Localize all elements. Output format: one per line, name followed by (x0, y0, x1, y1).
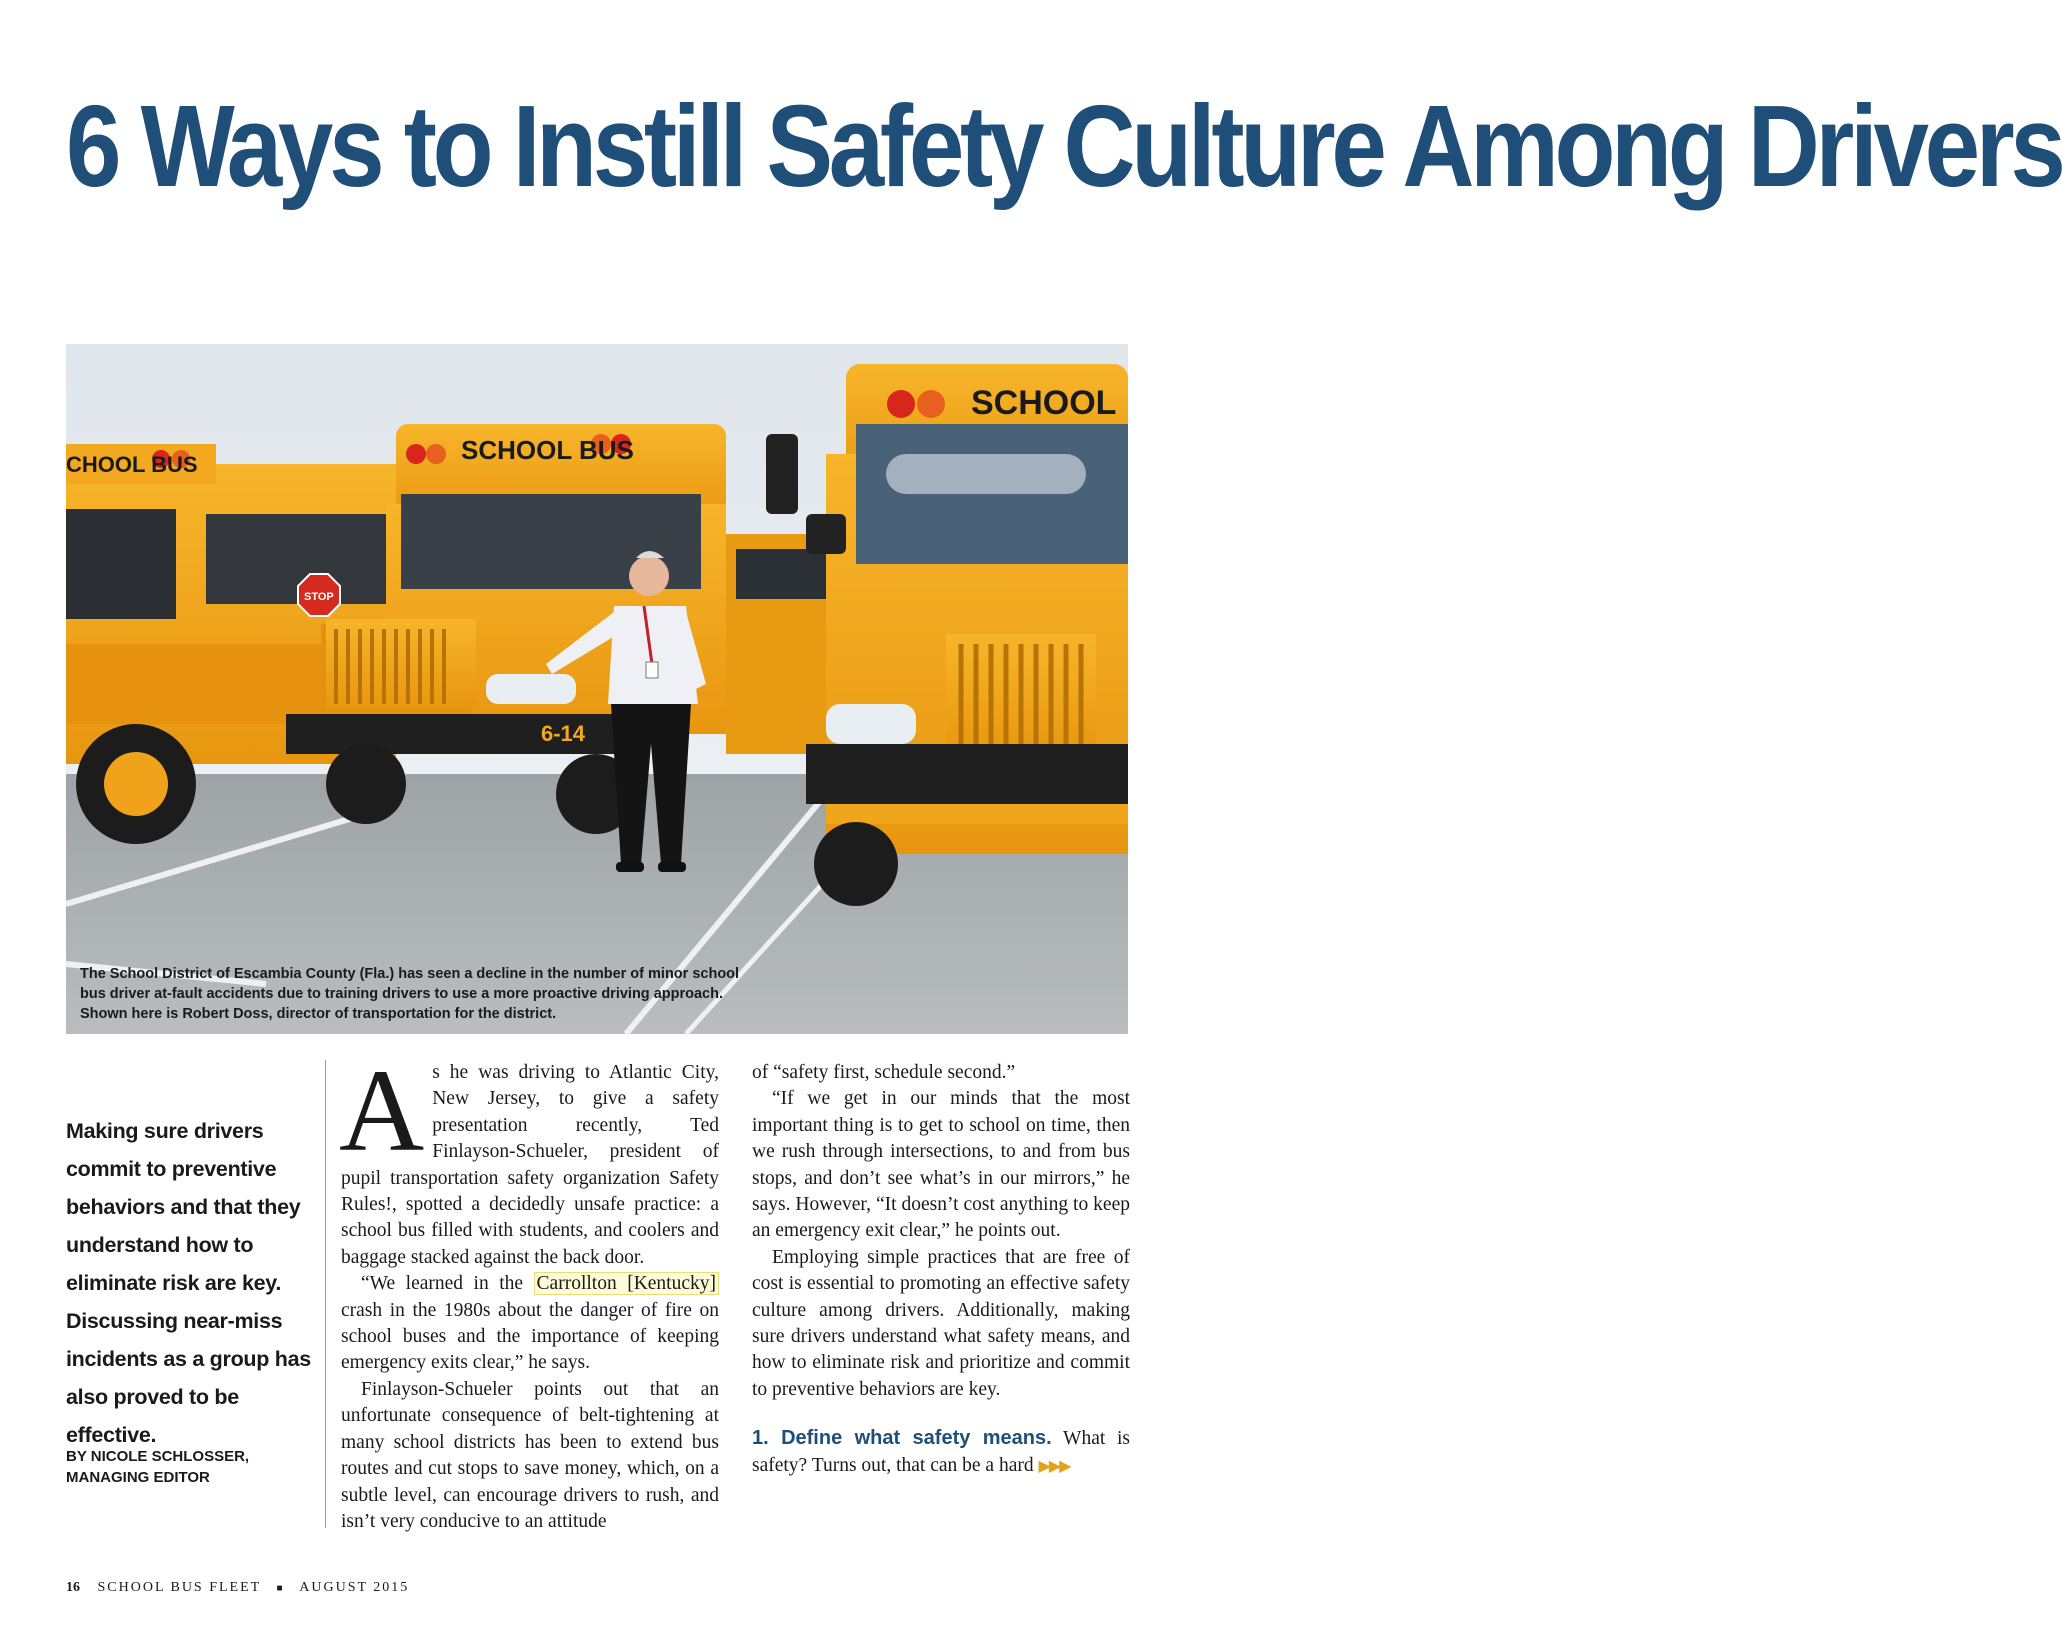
paragraph-carrollton: “We learned in the Carrollton [Kentucky] crash in the 1980s about the danger of fire on school buses and the importance of keeping emergency exits clear,” he says. (341, 1273, 719, 1374)
article-column-middle (339, 1045, 719, 1535)
paragraph-mirrors: “If we get in our minds that the most important thing is to get to school on time, then we rush through intersections, to and from bus stops, and don’t see what’s in our mirrors,” he says. However, “It doesn’t cost anything to keep an emergency exit clear,” he points out. (752, 1088, 1130, 1242)
page-footer (66, 1580, 409, 1596)
article-column-right (752, 1060, 1130, 1480)
paragraph-continuation: of “safety first, schedule second.” (752, 1062, 1016, 1083)
publication-name: SCHOOL BUS FLEET (97, 1580, 261, 1595)
paragraph-define-safety: 1. Define what safety means. What is safety? Turns out, that can be a hard ▶▶▶ (752, 1427, 1130, 1476)
bus-number: 6-14 (541, 721, 586, 746)
school-bus-photo-illustration (66, 344, 1128, 1034)
paragraph-belt-tightening: Finlayson-Schueler points out that an unfortunate consequence of belt-tightening at many school districts has been to extend bus routes and cut stops to save money, which, on a subtle level, can encourage drivers to rush, and isn’t very conducive to an attitude (341, 1378, 719, 1532)
issue-date: AUGUST 2015 (299, 1580, 410, 1595)
page-number: 16 (66, 1580, 80, 1595)
column-divider (325, 1060, 326, 1528)
continue-arrows-icon: ▶▶▶ (1038, 1457, 1070, 1475)
carrollton-link[interactable]: Carrollton [Kentucky] (534, 1272, 719, 1295)
section-subhead: 1. Define what safety means. (752, 1427, 1052, 1450)
byline-title: MANAGING EDITOR (66, 1469, 210, 1486)
paragraph-intro: As he was driving to Atlantic City, New Jersey, to give a safety presentation recently, Ted Finlayson-Schueler, president of pupil transportation safety organization Safety Rules!, spotted a decidedly unsafe practice: a school bus filled with students, and coolers and baggage stacked against the back door. (339, 1045, 719, 1268)
photo-caption: The School District of Escambia County (Fla.) has seen a decline in the number of minor school bus driver at-fault accidents due to training drivers to use a more proactive driving approach. Shown here is Robert Doss, director of transportation for the district. (80, 966, 740, 1022)
article-headline: 6 Ways to Instill Safety Culture Among Drivers (66, 81, 2062, 211)
stop-sign: STOP (304, 591, 334, 603)
paragraph-free-practices: Employing simple practices that are free of cost is essential to promoting an effective safety culture among drivers. Additionally, making sure drivers understand what safety means, and how to eliminate risk and prioritize and commit to preventive behaviors are key. (752, 1246, 1130, 1400)
center-bus-sign: SCHOOL BUS (461, 435, 634, 465)
drop-cap: A (339, 1045, 425, 1176)
byline-author: BY NICOLE SCHLOSSER, (66, 1448, 250, 1465)
byline (66, 1446, 321, 1488)
feature-photo (66, 344, 1128, 1034)
footer-separator: ■ (276, 1583, 285, 1594)
right-bus-sign: SCHOOL (971, 384, 1117, 422)
left-bus-sign: CHOOL BUS (66, 452, 198, 477)
pull-quote: Making sure drivers commit to preventive behaviors and that they understand how to eliminate risk are key. Discussing near-miss incidents as a group has also proved to be effective. (66, 1119, 311, 1447)
